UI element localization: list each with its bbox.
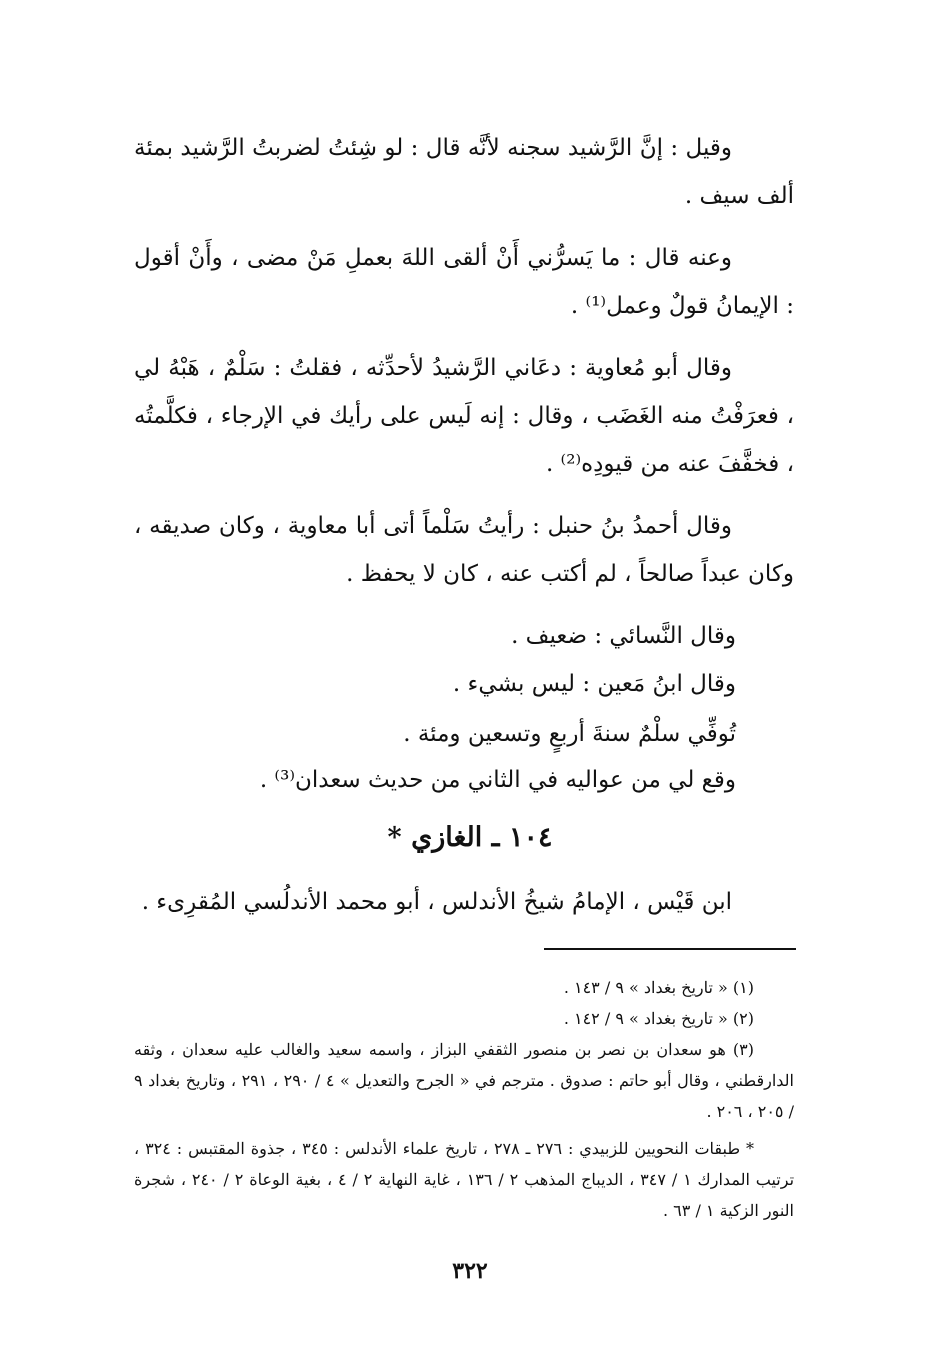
line-death-year: تُوفِّي سلْمٌ سنةَ أربعٍ وتسعين ومئة . [403,721,736,747]
paragraph-text: وعنه قال : ما يَسرُّني أَنْ ألقى اللهَ بعملِ مَنْ مضى ، وأَنْ أقول : الإيمانُ قولٌ وعمل⁽¹⁾ . [134,245,794,319]
section-heading: ١٠٤ ـ الغازي * [387,822,553,853]
footnote-3: (٣) هو سعدان بن نصر بن منصور الثقفي البزاز ، واسمه سعيد والغالب عليه سعدان ، وثقه الدارقطني ، وقال أبو حاتم : صدوق . مترجم في « الجرح والتعديل » ٤ / ٢٩٠ ، ٢٩١ ، وتاريخ بغداد ٩ / ٢٠٥ ، ٢٠٦ . [134,1040,795,1121]
line-nasai: وقال النَّسائي : ضعيف . [511,623,736,649]
paragraph-ahmad-ibn-hanbal [134,502,794,598]
line-awali: وقع لي من عواليه في الثاني من حديث سعدان⁽³⁾ . [259,767,736,793]
footnote-divider [544,948,796,950]
footnote-star: * طبقات النحويين للزبيدي : ٢٧٦ ـ ٢٧٨ ، تاريخ علماء الأندلس : ٣٤٥ ، جذوة المقتبس : ٣٢٤ ، ترتيب المدارك ١ / ٣٤٧ ، الديباج المذهب ٢ / ١٣٦ ، غاية النهاية ٢ / ٤ ، بغية الوعاة ٢ / ٢٤٠ ، شجرة النور الزكية ١ / ٦٣ . [134,1139,795,1220]
footnotes [134,972,794,1226]
paragraph-text: وقيل : إنَّ الرَّشيد سجنه لأنَّه قال : لو شِئتُ لضربتُ الرَّشيد بمئة ألف سيف . [134,135,794,209]
line-ibn-main: وقال ابنُ مَعين : ليس بشيء . [452,671,736,697]
paragraph-iman-saying [134,234,794,330]
footnote-2: (٢) « تاريخ بغداد » ٩ / ١٤٢ . [563,1009,754,1028]
paragraph-text: وقال أحمدُ بنُ حنبل : رأيتُ سَلْماً أتى أبا معاوية ، وكان صديقه ، وكان عبداً صالحاً ، لم أكتب عنه ، كان لا يحفظ . [134,513,794,587]
footnote-1: (١) « تاريخ بغداد » ٩ / ١٤٣ . [563,978,754,997]
paragraph-text: وقال أبو مُعاوية : دعَاني الرَّشيدُ لأحدِّثه ، فقلتُ : سَلْمٌ ، هَبْهُ لي ، فعرَفْتُ منه الغَضَب ، وقال : إنه لَيس على رأيك في الإرجاء ، فكلَّمتُه ، فخفَّفَ عنه من قيودِه⁽²⁾ . [134,355,794,477]
page-number: ٣٢٢ [452,1258,488,1284]
paragraph-rashid-prison [134,124,794,220]
paragraph-text: ابن قَيْس ، الإمامُ شيخُ الأندلس ، أبو محمد الأندلُسي المُقرِىء . [141,889,732,915]
section-intro [134,878,794,926]
paragraph-abu-muawiya [134,344,794,488]
